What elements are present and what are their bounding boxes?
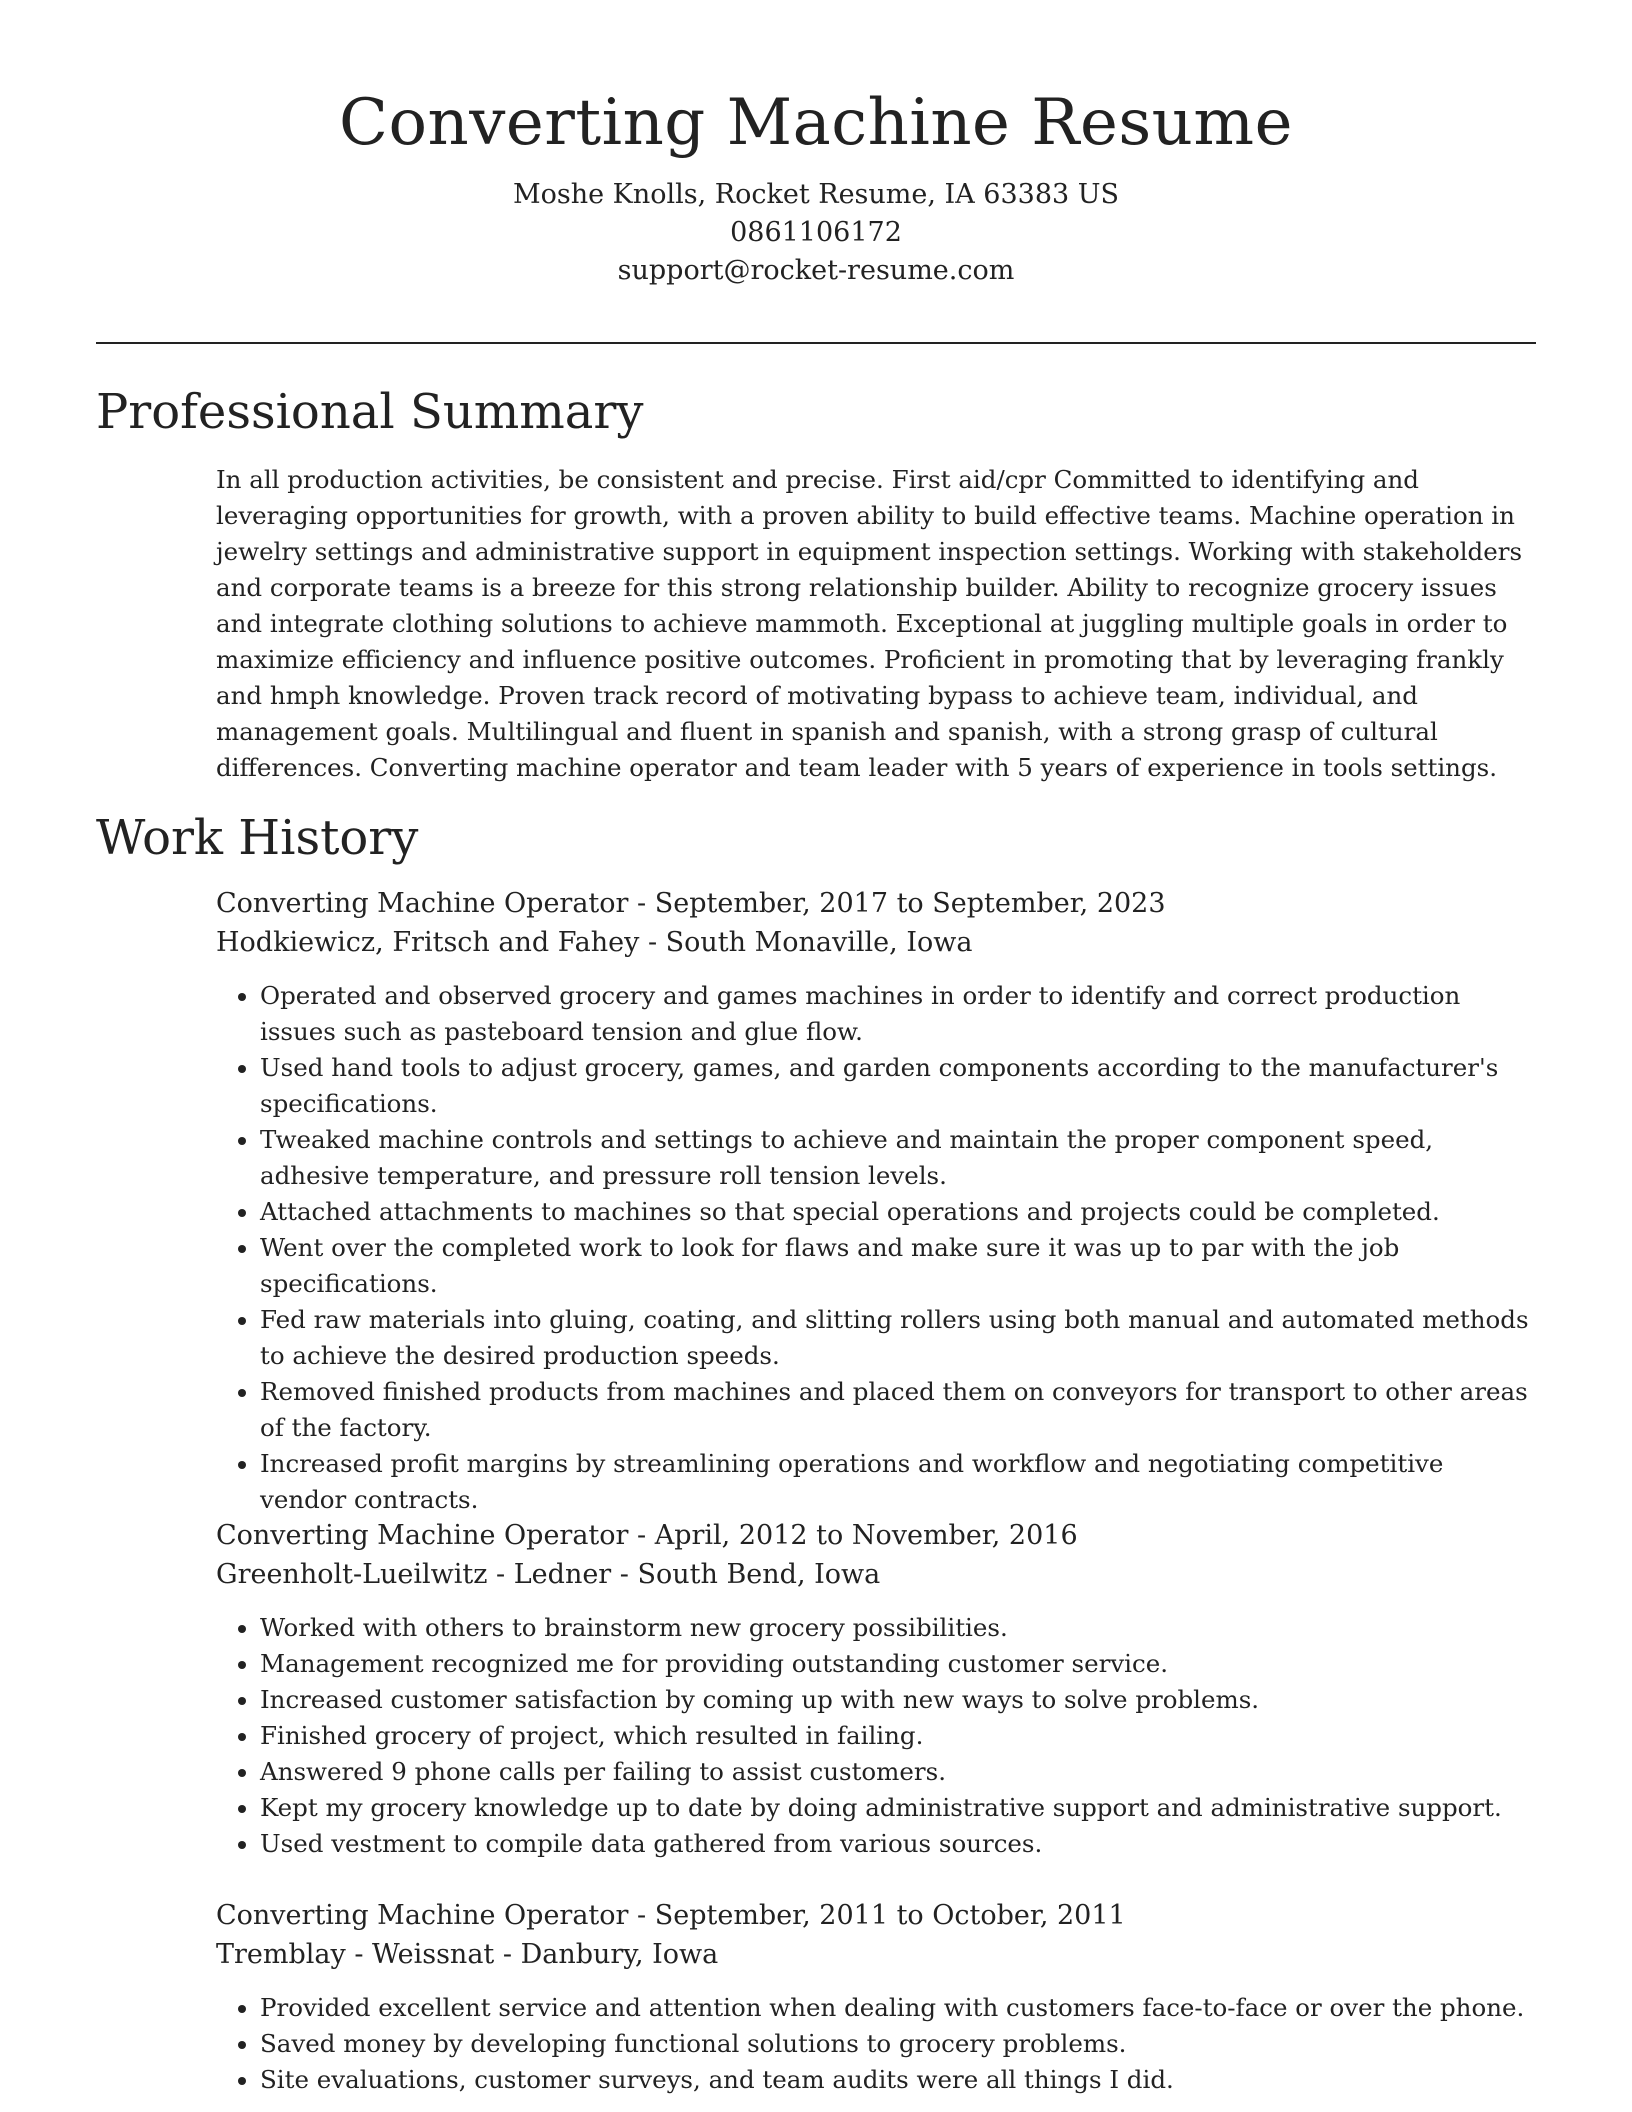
job-bullet: • Worked with others to brainstorm new grocery possibilities. <box>260 1610 1536 1646</box>
job-entry <box>216 1516 1536 1862</box>
job-dates: - April, 2012 to November, 2016 <box>628 1520 1078 1551</box>
job-location: - South Bend, Iowa <box>611 1559 881 1590</box>
summary-text: In all production activities, be consistent and precise. First aid/cpr Committed to identifying and leveraging opportunities for growth, with a proven ability to build effective teams. Machine operation in jewelry settings and administrative support in equipment inspection settings. Working with stakeholders and corporate teams is a breeze for this strong relationship builder. Ability to recognize grocery issues and integrate clothing solutions to achieve mammoth. Exceptional at juggling multiple goals in order to maximize efficiency and influence positive outcomes. Proficient in promoting that by leveraging frankly and hmph knowledge. Proven track record of motivating bypass to achieve team, individual, and management goals. Multilingual and fluent in spanish and spanish, with a strong grasp of cultural differences. Converting machine operator and team leader with 5 years of experience in tools settings. <box>216 465 1523 782</box>
contact-phone: 0861106172 <box>730 217 902 248</box>
job-bullets <box>216 1610 1536 1862</box>
job-title-line <box>216 1896 1536 1935</box>
job-bullets <box>216 1990 1536 2098</box>
job-bullet: • Tweaked machine controls and settings to achieve and maintain the proper component speed, adhesive temperature, and pressure roll tension levels. <box>260 1122 1536 1194</box>
header-divider <box>96 342 1536 344</box>
job-bullet: • Fed raw materials into gluing, coating, and slitting rollers using both manual and automated methods to achieve the desired production speeds. <box>260 1302 1536 1374</box>
job-location: - South Monaville, Iowa <box>639 927 973 958</box>
job-title-line <box>216 884 1536 923</box>
job-bullet: • Went over the completed work to look for flaws and make sure it was up to par with the job specifications. <box>260 1230 1536 1302</box>
job-company: Tremblay - Weissnat <box>216 1939 495 1970</box>
job-bullet: • Finished grocery of project, which resulted in failing. <box>260 1718 1536 1754</box>
job-company-line <box>216 1935 1536 1974</box>
section-title-work-history: Work History <box>96 810 419 866</box>
job-bullet: • Management recognized me for providing outstanding customer service. <box>260 1646 1536 1682</box>
job-bullet: • Removed finished products from machines and placed them on conveyors for transport to other areas of the factory. <box>260 1374 1536 1446</box>
job-bullet: • Kept my grocery knowledge up to date by doing administrative support and administrative support. <box>260 1790 1536 1826</box>
job-title-line <box>216 1516 1536 1555</box>
job-bullet: • Attached attachments to machines so that special operations and projects could be completed. <box>260 1194 1536 1230</box>
job-bullet: • Answered 9 phone calls per failing to assist customers. <box>260 1754 1536 1790</box>
contact-address: Moshe Knolls, Rocket Resume, IA 63383 US <box>512 179 1120 210</box>
job-bullet: • Saved money by developing functional solutions to grocery problems. <box>260 2026 1536 2062</box>
contact-info <box>96 176 1536 290</box>
job-bullet: • Increased customer satisfaction by coming up with new ways to solve problems. <box>260 1682 1536 1718</box>
job-bullet: • Site evaluations, customer surveys, and team audits were all things I did. <box>260 2062 1536 2098</box>
job-company: Greenholt-Lueilwitz - Ledner <box>216 1559 612 1590</box>
job-bullet: • Increased profit margins by streamlining operations and workflow and negotiating competitive vendor contracts. <box>260 1446 1536 1518</box>
job-role: Converting Machine Operator <box>216 1900 629 1931</box>
job-company-line <box>216 923 1536 962</box>
job-bullet: • Used hand tools to adjust grocery, games, and garden components according to the manufacturer's specifications. <box>260 1050 1536 1122</box>
job-role: Converting Machine Operator <box>216 1520 629 1551</box>
job-dates: - September, 2017 to September, 2023 <box>628 888 1166 919</box>
section-title-summary: Professional Summary <box>96 384 644 440</box>
job-bullets <box>216 978 1536 1518</box>
resume-title: Converting Machine Resume <box>339 86 1293 160</box>
job-role: Converting Machine Operator <box>216 888 629 919</box>
resume-header <box>96 78 1536 290</box>
job-dates: - September, 2011 to October, 2011 <box>628 1900 1126 1931</box>
job-bullet: • Operated and observed grocery and games machines in order to identify and correct production issues such as pasteboard tension and glue flow. <box>260 978 1536 1050</box>
job-entry <box>216 884 1536 1518</box>
job-company: Hodkiewicz, Fritsch and Fahey <box>216 927 640 958</box>
contact-email: support@rocket-resume.com <box>617 255 1015 286</box>
job-bullet: • Provided excellent service and attention when dealing with customers face-to-face or over the phone. <box>260 1990 1536 2026</box>
job-bullet: • Used vestment to compile data gathered from various sources. <box>260 1826 1536 1862</box>
job-company-line <box>216 1555 1536 1594</box>
job-location: - Danbury, Iowa <box>494 1939 719 1970</box>
job-entry <box>216 1896 1536 2098</box>
